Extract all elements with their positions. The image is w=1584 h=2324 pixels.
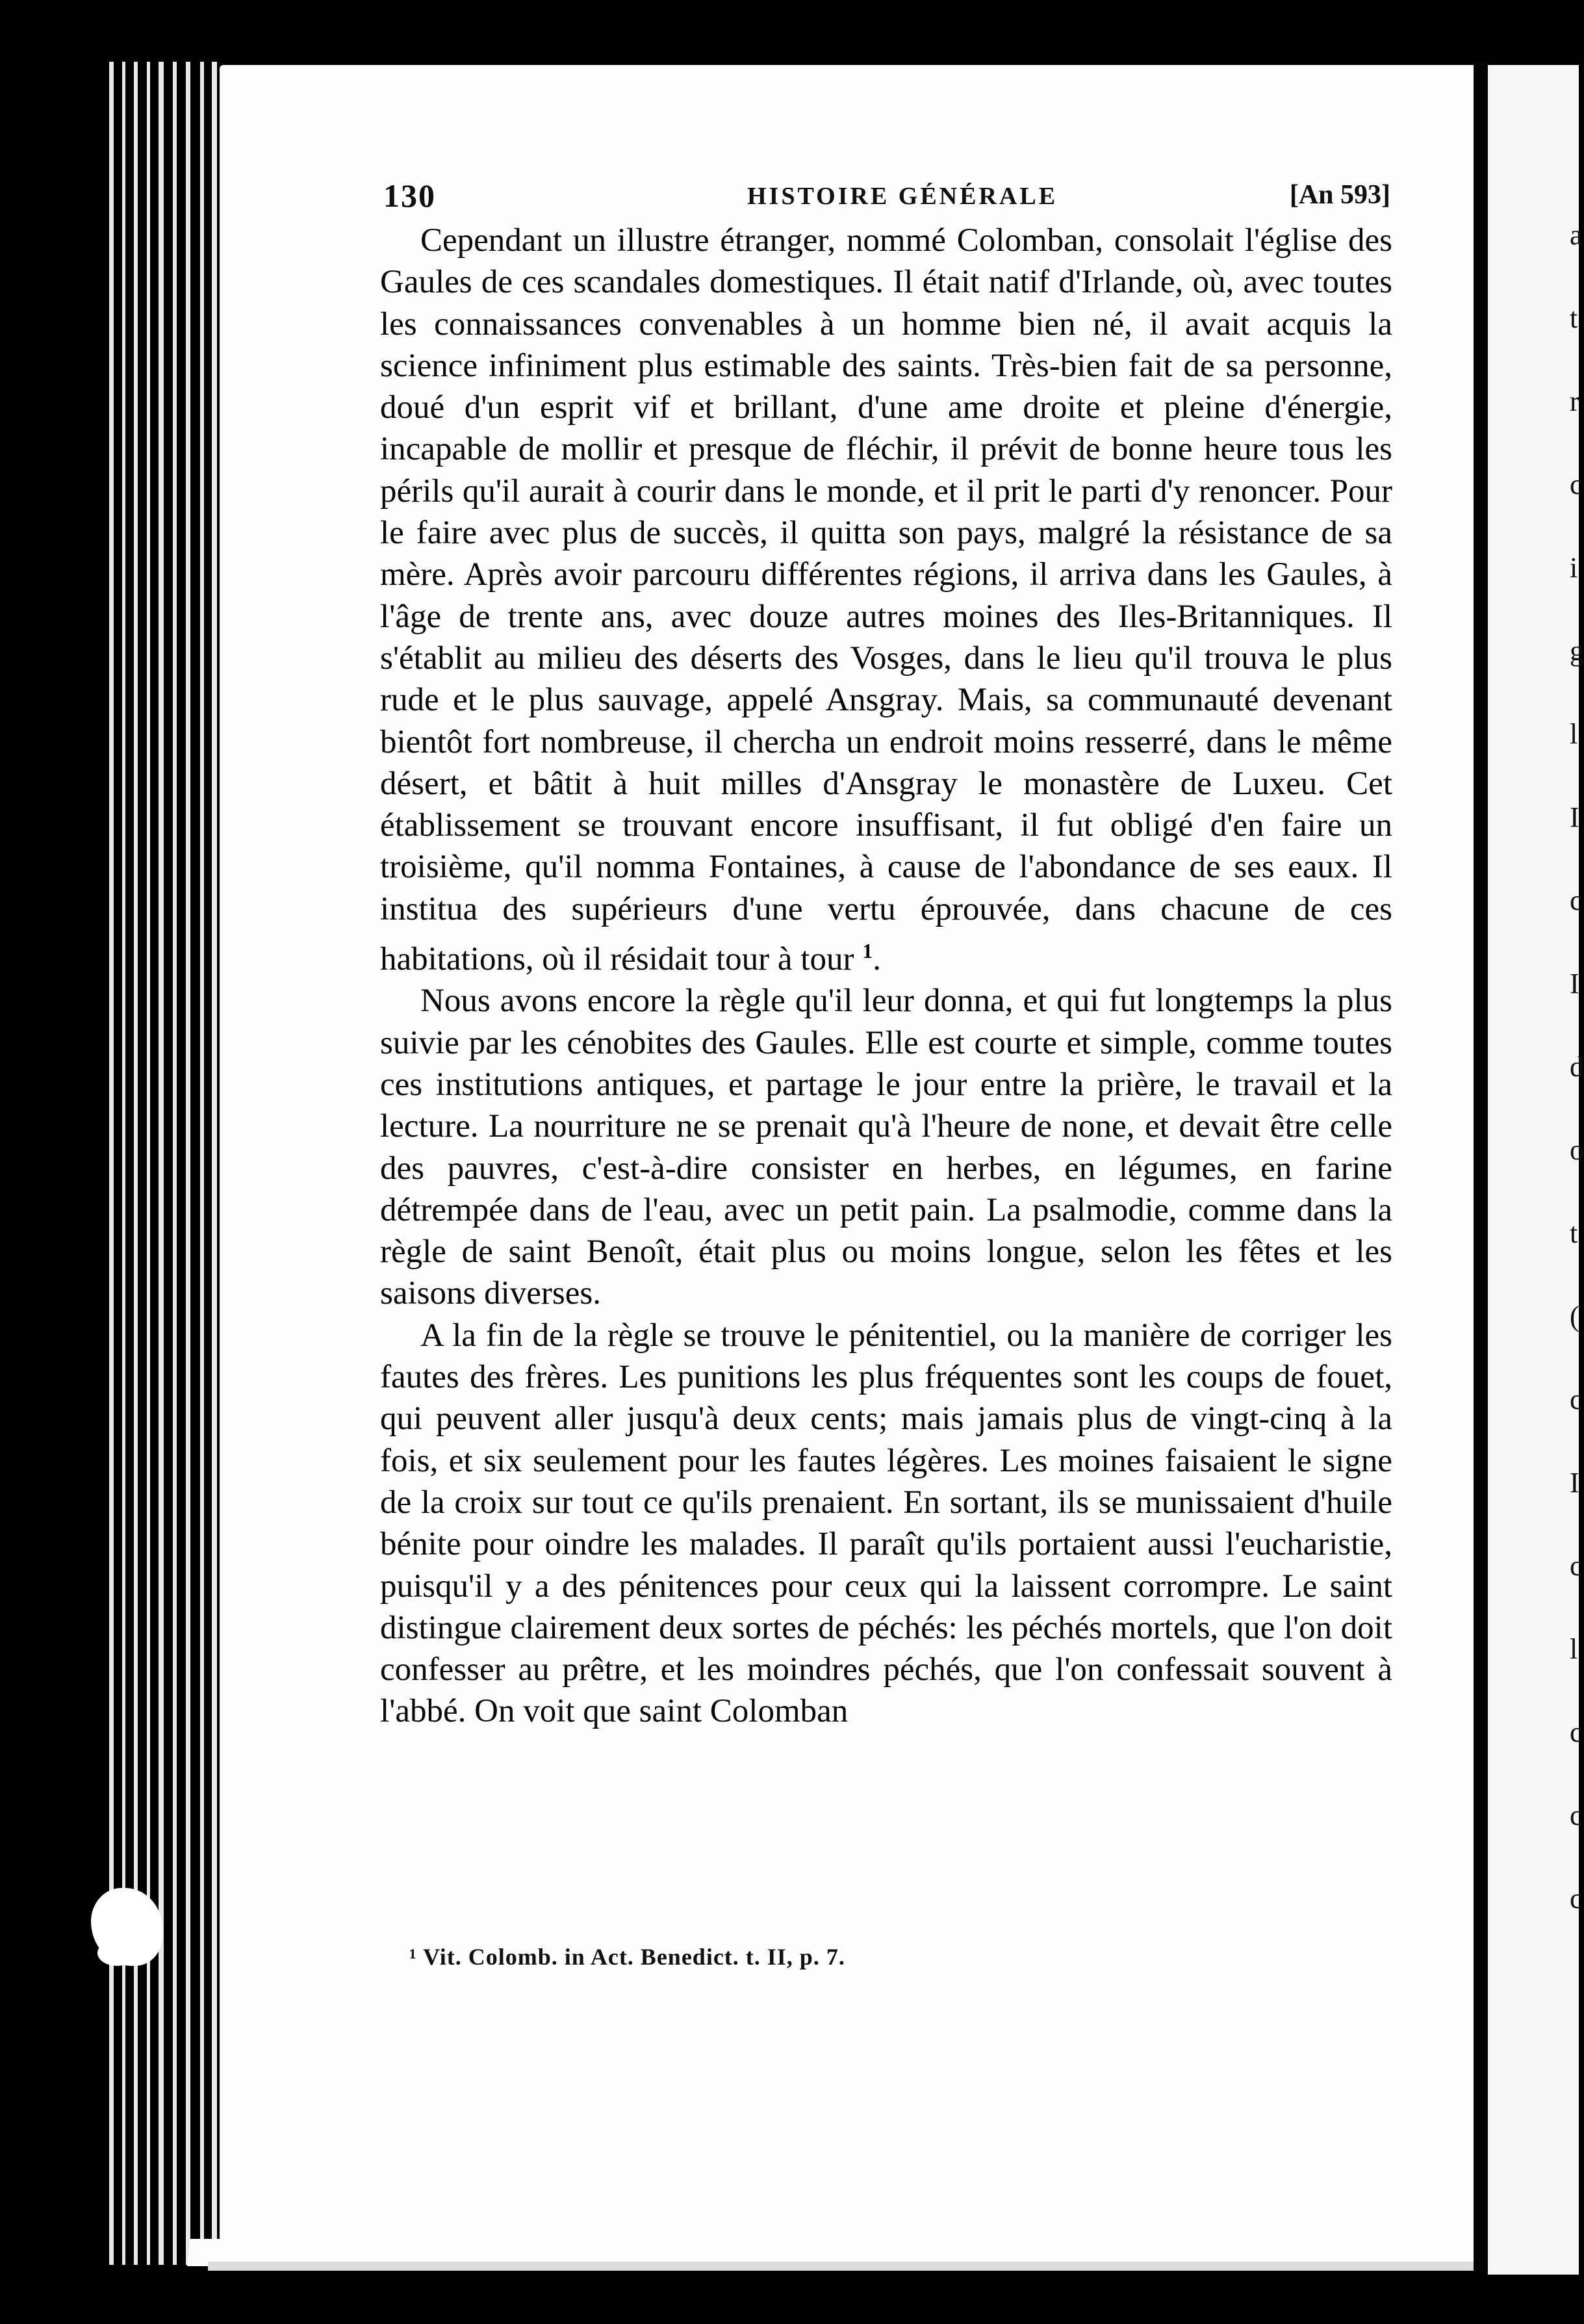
paragraph	[380, 220, 1392, 980]
paper-damage	[97, 1940, 136, 1966]
facing-page-fragment: r	[1570, 385, 1579, 417]
facing-page-fragment: I	[1570, 968, 1579, 1000]
facing-page-fragment: c	[1570, 1384, 1583, 1415]
facing-page-fragment: o	[1570, 1134, 1584, 1166]
paragraph-end: .	[873, 941, 881, 978]
facing-page-fragment: I	[1570, 1467, 1579, 1499]
facing-page-fragment: a	[1570, 219, 1583, 251]
facing-page-fragment: l	[1570, 1633, 1578, 1665]
facing-page-fragment: c	[1570, 469, 1583, 500]
facing-page-fragment: c	[1570, 1550, 1583, 1582]
paragraph-text: Cependant un illustre étranger, nommé Colomban, consolait l'église des Gaules de ces scandales domestiques. Il était natif d'Irlande, où, avec toutes les connaissances convenables à un homme bien né, il avait acquis la science infiniment plus estimable des saints. Très-bien fait de sa personne, doué d'un esprit vif et brillant, d'une ame droite et pleine d'énergie, incapable de mollir et presque de fléchir, il prévit de bonne heure tous les périls qu'il aurait à courir dans le monde, et il prit le parti d'y renoncer. Pour le faire avec plus de succès, il quitta son pays, malgré la résistance de sa mère. Après avoir parcouru différentes régions, il arriva dans les Gaules, à l'âge de trente ans, avec douze autres moines des Iles-Britanniques. Il s'établit au milieu des déserts des Vosges, dans le lieu qu'il trouva le plus rude et le plus sauvage, appelé Ansgray. Mais, sa communauté devenant bientôt fort nombreuse, il chercha un endroit moins resserré, dans le même désert, et bâtit à huit milles d'Ansgray le monastère de Luxeu. Cet établissement se trouvant encore insuffisant, il fut obligé d'en faire un troisième, qu'il nomma Fontaines, à cause de l'abondance de ses eaux. Il institua des supérieurs d'une vertu éprouvée, dans chacune de ces habitations, où il résidait tour à tour	[380, 222, 1392, 978]
year-mark: [An 593]	[1289, 180, 1390, 210]
facing-page-fragment: l	[1570, 718, 1578, 750]
body-text	[380, 220, 1392, 1733]
paragraph: A la fin de la règle se trouve le pénitentiel, ou la manière de corriger les fautes des frères. Les punitions les plus fréquentes sont les coups de fouet, qui peuvent aller jusqu'à deux cents; mais jamais plus de vingt-cinq à la fois, et six seulement pour les fautes légères. Les moines faisaient le signe de la croix sur tout ce qu'ils prenaient. En sortant, ils se munissaient d'huile bénite pour oindre les malades. Il paraît qu'ils portaient aussi l'eucharistie, puisqu'il y a des pénitences pour ceux qui la laissent corrompre. Le saint distingue clairement deux sortes de péchés: les péchés mortels, que l'on doit confesser au prêtre, et les moindres péchés, que l'on confessait souvent à l'abbé. On voit que saint Colomban	[380, 1317, 1392, 1730]
footnote-reference: 1	[862, 939, 873, 963]
page-bottom-shadow	[208, 2262, 1481, 2271]
facing-page-fragment: c	[1570, 884, 1583, 916]
facing-page-fragment: t	[1570, 1217, 1578, 1249]
facing-page-fragment: d	[1570, 1051, 1584, 1083]
facing-page-fragment: I	[1570, 801, 1579, 833]
page-number: 130	[383, 177, 436, 214]
book-gutter	[1474, 62, 1488, 2271]
facing-page-fragment: g	[1570, 635, 1584, 667]
page-header	[383, 177, 1390, 216]
footnote: ¹ Vit. Colomb. in Act. Benedict. t. II, p. 7.	[409, 1944, 845, 1970]
facing-page-fragment: c	[1570, 1716, 1583, 1748]
facing-page-fragment: c	[1570, 1800, 1583, 1831]
facing-page-fragment: i	[1570, 552, 1578, 584]
facing-page	[1488, 65, 1584, 2275]
paragraph: Nous avons encore la règle qu'il leur donna, et qui fut longtemps la plus suivie par les cénobites des Gaules. Elle est courte et simple, comme toutes ces institutions antiques, et partage le jour entre la prière, le travail et la lecture. La nourriture ne se prenait qu'à l'heure de none, et devait être celle des pauvres, c'est-à-dire consister en herbes, en légumes, en farine détrempée dans de l'eau, avec un petit pain. La psalmodie, comme dans la règle de saint Benoît, était plus ou moins longue, selon les fêtes et les saisons diverses.	[380, 983, 1392, 1312]
facing-page-fragment: (	[1570, 1300, 1579, 1332]
facing-page-fragment: c	[1570, 1883, 1583, 1915]
facing-page-fragment: t	[1570, 302, 1578, 334]
running-head: HISTOIRE GÉNÉRALE	[747, 183, 1058, 210]
